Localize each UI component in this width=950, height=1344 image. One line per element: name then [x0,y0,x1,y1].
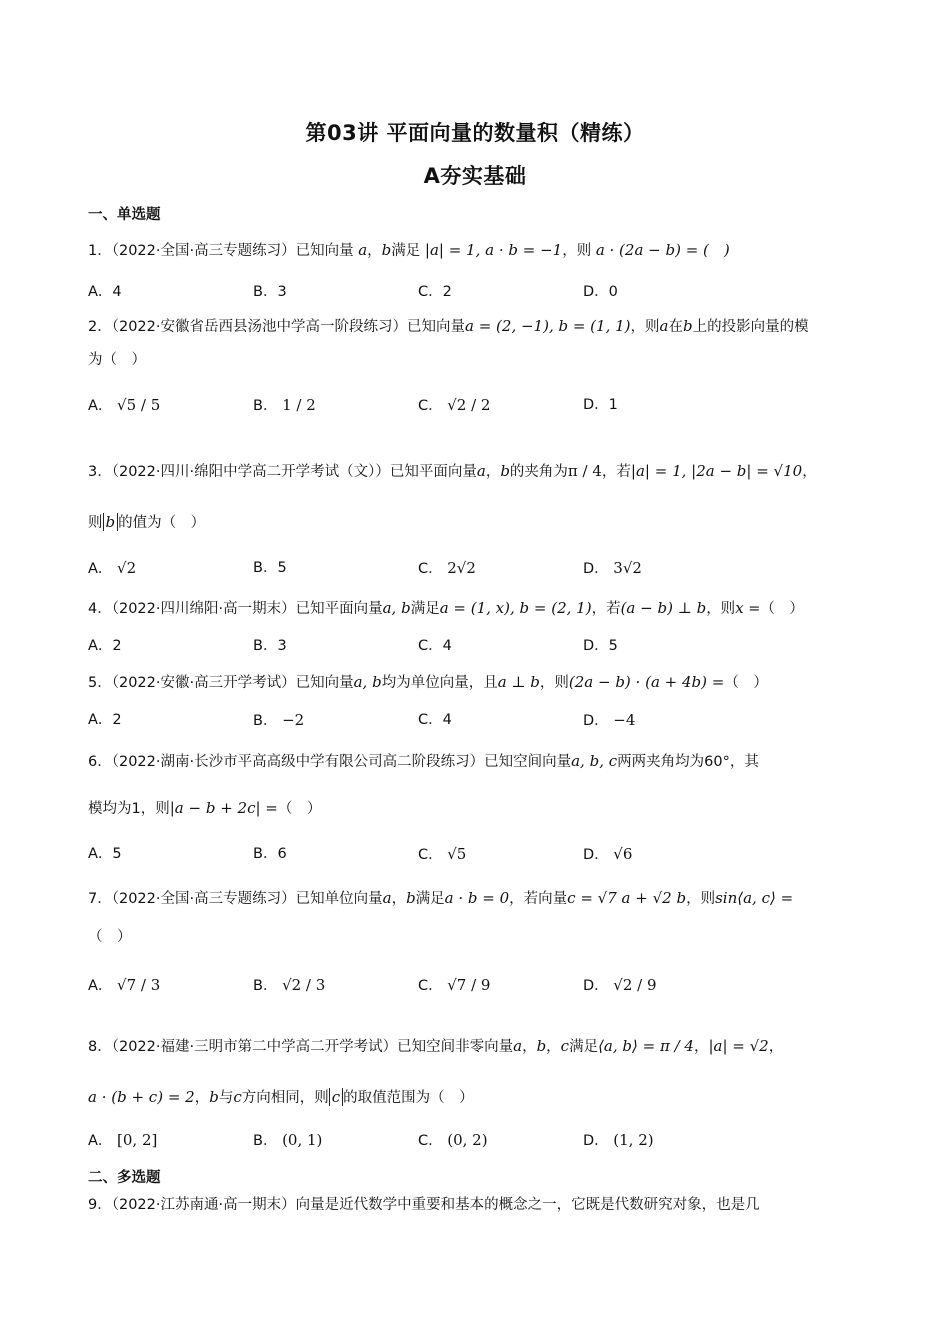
page-subtitle: A夯实基础 [423,164,527,188]
q4-vectors: a = (1, x), b = (2, 1) [439,599,592,617]
q7-option-b: B． √2 / 3 [253,976,326,994]
q5-option-b: B． −2 [253,711,305,729]
q1-option-a: A．4 [88,284,122,300]
q1-expression: a · (2a − b) = ( ) [595,241,730,259]
question-6-cont: 模均为1，则|a − b + 2c| =（ ） [88,799,322,817]
q5-option-c: C．4 [418,712,452,728]
question-2-cont: 为（ ） [88,352,146,368]
q6-option-a: A．5 [88,846,122,862]
q7-option-d: D． √2 / 9 [583,976,657,994]
question-6: 6．（2022·湖南·长沙市平高高级中学有限公司高二阶段练习）已知空间向量a, b, c两两夹角均为60°，其 [88,752,759,770]
q8-norm: |a| = √2 [708,1037,769,1055]
question-8-cont: a · (b + c) = 2，b与c方向相同，则 c 的取值范围为（ ） [88,1088,474,1106]
q3-angle: π / 4 [567,462,602,480]
question-7: 7．（2022·全国·高三专题练习）已知单位向量a，b满足a · b = 0，若向量c = √7 a + √2 b，则sin⟨a, c⟩ = [88,889,794,907]
question-3-cont: 则 b 的值为（ ） [88,513,206,531]
q4-option-c: C．4 [418,638,452,654]
section-heading-single-choice: 一、单选题 [88,207,161,223]
q2-option-d: D．1 [583,397,618,413]
question-3: 3．（2022·四川·绵阳中学高二开学考试（文））已知平面向量a，b的夹角为π / 4，若|a| = 1, |2a − b| = √10， [88,462,817,480]
q3-option-d: D． 3√2 [583,559,642,577]
q2-vectors: a = (2, −1), b = (1, 1) [465,317,631,335]
q7-option-c: C． √7 / 9 [418,976,491,994]
q4-option-a: A．2 [88,638,122,654]
q6-option-b: B．6 [253,846,287,862]
q5-expression: (2a − b) · (a + 4b) = [568,673,725,691]
q6-expression: |a − b + 2c| = [169,799,278,817]
q1-option-b: B．3 [253,284,287,300]
q8-option-d: D． (1, 2) [583,1131,654,1149]
q8-option-b: B． (0, 1) [253,1131,323,1149]
q3-condition: |a| = 1, |2a − b| = √10 [630,462,803,480]
q4-option-b: B．3 [253,638,287,654]
q6-option-c: C． √5 [418,845,467,863]
q8-dot: a · (b + c) = 2 [88,1088,195,1106]
q8-option-a: A． [0, 2] [88,1131,158,1149]
question-7-cont: （ ） [88,929,132,945]
q3-option-a: A． √2 [88,559,137,577]
question-2: 2．（2022·安徽省岳西县汤池中学高一阶段练习）已知向量a = (2, −1), b = (1, 1)，则a在b上的投影向量的模 [88,317,809,335]
question-4: 4．（2022·四川绵阳·高一期末）已知平面向量a, b满足a = (1, x), b = (2, 1)，若(a − b) ⊥ b，则x =（ ） [88,599,804,617]
q5-option-d: D． −4 [583,711,636,729]
q8-angle: ⟨a, b⟩ = π / 4 [598,1037,694,1055]
section-heading-multi-choice: 二、多选题 [88,1170,161,1186]
q2-option-b: B． 1 / 2 [253,396,316,414]
q5-option-a: A．2 [88,712,122,728]
q8-option-c: C． (0, 2) [418,1131,488,1149]
q4-option-d: D．5 [583,638,618,654]
q4-perp: (a − b) ⊥ b [620,599,707,617]
q1-condition: |a| = 1, a · b = −1 [424,241,563,259]
q7-option-a: A． √7 / 3 [88,976,161,994]
q3-option-b: B．5 [253,560,287,576]
question-1: 1．（2022·全国·高三专题练习）已知向量 a，b满足 |a| = 1, a · b = −1，则 a · (2a − b) = ( ) [88,241,730,259]
question-5: 5．（2022·安徽·高三开学考试）已知向量a, b均为单位向量，且a ⊥ b，则(2a − b) · (a + 4b) =（ ） [88,673,768,691]
q1-option-c: C．2 [418,284,452,300]
question-9: 9．（2022·江苏南通·高一期末）向量是近代数学中重要和基本的概念之一，它既是代数研究对象，也是几 [88,1197,760,1213]
q7-expression: sin⟨a, c⟩ = [715,889,794,907]
page-title: 第03讲 平面向量的数量积（精练） [305,121,645,145]
q1-option-d: D．0 [583,284,618,300]
q6-option-d: D． √6 [583,845,633,863]
q2-option-c: C． √2 / 2 [418,396,491,414]
q2-option-a: A． √5 / 5 [88,396,161,414]
q3-option-c: C． 2√2 [418,559,476,577]
q7-vector-c: c = √7 a + √2 b [567,889,687,907]
question-8: 8．（2022·福建·三明市第二中学高二开学考试）已知空间非零向量a，b，c满足⟨a, b⟩ = π / 4，|a| = √2， [88,1037,784,1055]
